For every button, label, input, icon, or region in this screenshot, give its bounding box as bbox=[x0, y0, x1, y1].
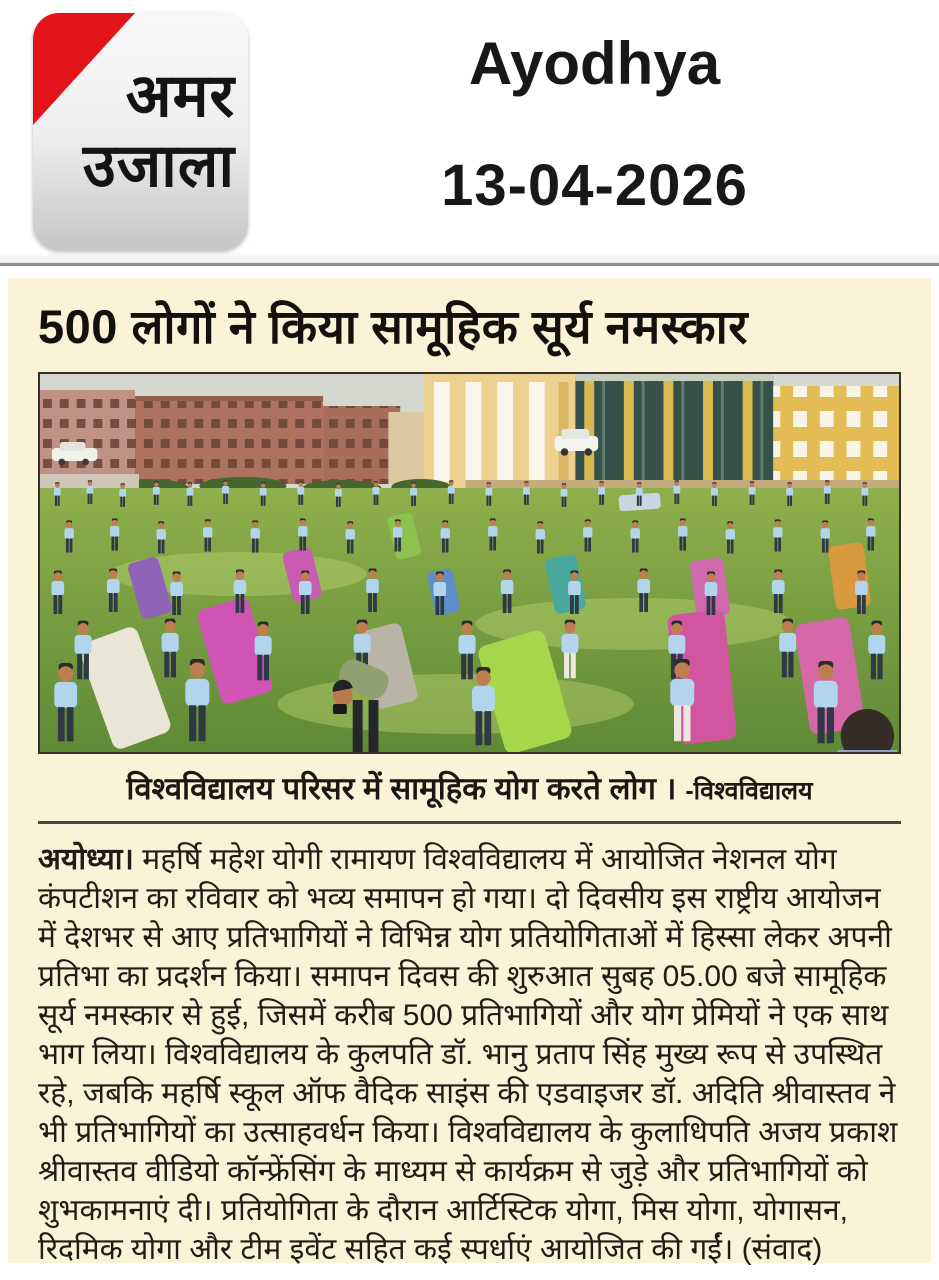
caption-credit: -विश्वविद्यालय bbox=[685, 777, 813, 805]
body-line: प्रतिभा का प्रदर्शन किया। समापन दिवस की शुरुआत सुबह 05.00 बजे सामूहिक bbox=[38, 960, 887, 993]
caption-text: विश्वविद्यालय परिसर में सामूहिक योग करते लोग । bbox=[126, 771, 677, 806]
logo-line2: उजाला bbox=[82, 132, 235, 199]
logo-wordmark bbox=[83, 61, 235, 201]
body-line: भाग लिया। विश्वविद्यालय के कुलपति डॉ. भानु प्रताप सिंह मुख्य रूप से उपस्थित bbox=[38, 1038, 883, 1071]
body-line: महर्षि महेश योगी रामायण विश्वविद्यालय में आयोजित नेशनल योग bbox=[142, 843, 837, 876]
body-line: रहे, जबकि महर्षि स्कूल ऑफ वैदिक साइंस की एडवाइजर डॉ. अदिति श्रीवास्तव ने bbox=[38, 1077, 896, 1110]
logo-line1: अमर bbox=[125, 62, 235, 129]
header-divider bbox=[0, 252, 939, 266]
article-card bbox=[8, 278, 931, 1266]
body-line: देशभर से आए प्रतिभागियों ने विभिन्न योग प्रतियोगिताओं में हिस्सा लेकर अपनी bbox=[64, 921, 892, 954]
article-photo bbox=[38, 372, 901, 754]
clipping-header bbox=[0, 0, 939, 252]
header-meta bbox=[250, 0, 939, 218]
amar-ujala-logo bbox=[33, 13, 248, 250]
caption-rule bbox=[38, 821, 901, 824]
body-line: सूर्य नमस्कार से हुई, जिसमें करीब 500 प्रतिभागियों और योग प्रेमियों ने एक साथ bbox=[38, 999, 889, 1032]
body-line: श्रीवास्तव वीडियो कॉन्फ्रेंसिंग के माध्यम से कार्यक्रम से जुड़े और प्रतिभागियों को bbox=[38, 1155, 868, 1188]
edition-label: Ayodhya bbox=[468, 30, 721, 97]
body-line: कंपटीशन का रविवार को भव्य समापन हो गया। दो दिवसीय इस राष्ट्रीय आयोजन में bbox=[38, 882, 881, 954]
article-body bbox=[38, 840, 901, 1269]
body-dateline: अयोध्या। bbox=[38, 843, 134, 876]
photo-illustration bbox=[40, 374, 899, 752]
publish-date: 13-04-2026 bbox=[441, 153, 748, 218]
article-headline: 500 लोगों ने किया सामूहिक सूर्य नमस्कार bbox=[38, 300, 749, 353]
body-line: रिदमिक योगा और टीम इवेंट सहित कई स्पर्धाएं आयोजित की गईं। (संवाद) bbox=[38, 1233, 823, 1266]
body-line: भी प्रतिभागियों का उत्साहवर्धन किया। विश्वविद्यालय के कुलाधिपति अजय प्रकाश bbox=[38, 1116, 898, 1149]
photo-caption bbox=[36, 767, 903, 809]
body-line: शुभकामनाएं दी। प्रतियोगिता के दौरान आर्टिस्टिक योगा, मिस योगा, योगासन, bbox=[38, 1194, 848, 1227]
